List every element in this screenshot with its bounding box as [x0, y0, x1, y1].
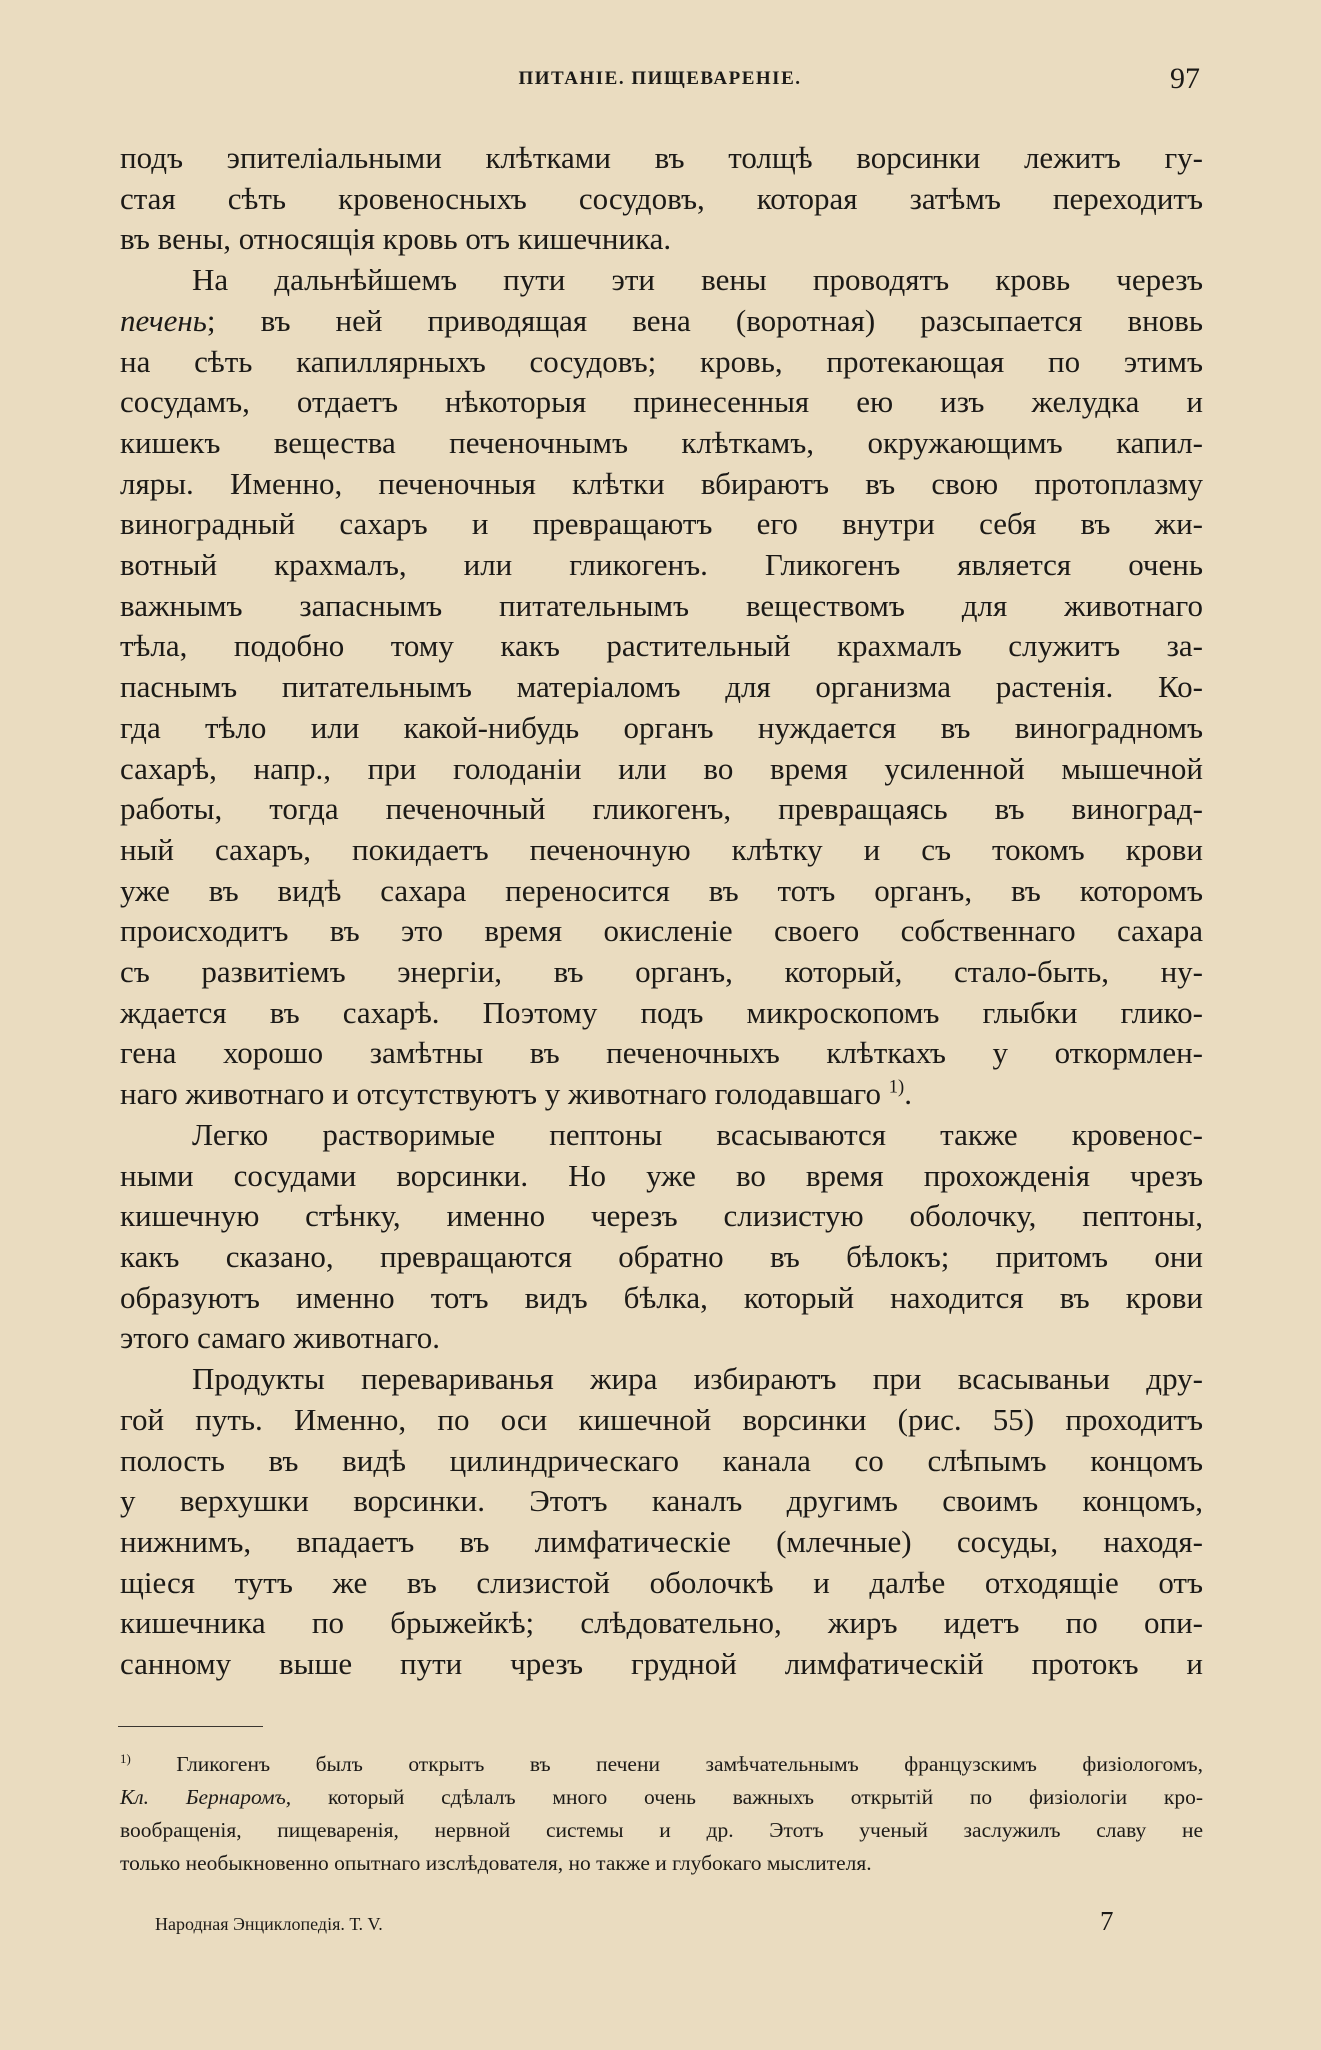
- text-line: у верхушки ворсинки. Этотъ каналъ другимъ своимъ концомъ,: [120, 1483, 1203, 1519]
- footnote-italic-name: Кл. Бернаромъ,: [120, 1785, 292, 1809]
- footnote-marker: 1): [120, 1751, 131, 1766]
- line-text: наго животнаго и отсутствуютъ у животнаго голодавшаго: [120, 1076, 881, 1112]
- text-line: съ развитіемъ энергіи, въ органъ, который, стало-быть, ну-: [120, 954, 1203, 990]
- text-line: Продукты перевариванья жира избираютъ при всасываньи дру-: [192, 1361, 1203, 1397]
- text-line: полость въ видѣ цилиндрическаго канала со слѣпымъ концомъ: [120, 1442, 1203, 1478]
- text-line: нижнимъ, впадаетъ въ лимфатическіе (млечные) сосуды, находя-: [120, 1523, 1203, 1559]
- footnote-text: Гликогенъ былъ открытъ въ печени замѣчательнымъ французскимъ физіологомъ,: [176, 1752, 1203, 1776]
- italic-term: печень: [120, 302, 207, 338]
- text-line: гена хорошо замѣтны въ печеночныхъ клѣткахъ у откормлен-: [120, 1035, 1203, 1071]
- text-line-with-italic: [120, 301, 1203, 342]
- text-line: гой путь. Именно, по оси кишечной ворсинки (рис. 55) проходитъ: [120, 1401, 1203, 1437]
- text-line: образуютъ именно тотъ видъ бѣлка, который находится въ крови: [120, 1279, 1203, 1315]
- running-head: [120, 62, 1200, 102]
- text-line: какъ сказано, превращаются обратно въ бѣлокъ; притомъ они: [120, 1238, 1203, 1274]
- body-text: [120, 138, 1203, 1685]
- footnote: [120, 1748, 1203, 1880]
- page-number: 97: [1170, 62, 1200, 95]
- running-title: ПИТАНІЕ. ПИЩЕВАРЕНІЕ.: [518, 68, 802, 89]
- text-line: происходитъ въ это время окисленіе своего собственнаго сахара: [120, 913, 1203, 949]
- text-line: сахарѣ, напр., при голоданіи или во время усиленной мышечной: [120, 750, 1203, 786]
- text-line: уже въ видѣ сахара переносится въ тотъ органъ, въ которомъ: [120, 872, 1203, 908]
- text-line: паснымъ питательнымъ матеріаломъ для организма растенія. Ко-: [120, 669, 1203, 705]
- paragraph-3: [120, 1115, 1203, 1359]
- text-line: работы, тогда печеночный гликогенъ, превращаясь въ винoград-: [120, 791, 1203, 827]
- text-line: сосудамъ, отдаетъ нѣкоторыя принесенныя ею изъ желудка и: [120, 384, 1203, 420]
- page-footer: [155, 1906, 1125, 1946]
- paragraph-1: [120, 138, 1203, 260]
- text-line: ными сосудами ворсинки. Но уже во время прохожденія чрезъ: [120, 1157, 1203, 1193]
- footnote-divider: [118, 1726, 263, 1727]
- text-line: Легко растворимые пептоны всасываются также кровенос-: [192, 1116, 1203, 1152]
- text-line: кишечную стѣнку, именно черезъ слизистую оболочку, пептоны,: [120, 1198, 1203, 1234]
- text-line: ждается въ сахарѣ. Поэтому подъ микроскопомъ глыбки глико-: [120, 994, 1203, 1030]
- footnote-text: который сдѣлалъ много очень важныхъ открытій по физіологіи кро-: [327, 1785, 1204, 1809]
- paragraph-2: [120, 260, 1203, 1115]
- text-line: На дальнѣйшемъ пути эти вены проводятъ кровь черезъ: [192, 262, 1203, 298]
- text-line: важнымъ запаснымъ питательнымъ веществомъ для животнаго: [120, 587, 1203, 623]
- footnote-line: [120, 1748, 1203, 1781]
- signature-mark: 7: [1100, 1906, 1114, 1936]
- text-line: щіеся тутъ же въ слизистой оболочкѣ и далѣе отходящіе отъ: [120, 1564, 1203, 1600]
- footnote-ref[interactable]: 1): [888, 1076, 905, 1098]
- sentence-end: .: [904, 1076, 912, 1112]
- paragraph-4: [120, 1359, 1203, 1685]
- text-line: этого самаго животнаго.: [120, 1320, 441, 1356]
- text-line: виноградный сахаръ и превращаютъ его внутри себя въ жи-: [120, 506, 1203, 542]
- line-rest: ; въ ней приводящая вена (воротная) разсыпается вновь: [206, 302, 1203, 338]
- footnote-line: вообращенія, пищеваренія, нервной системы и др. Этотъ ученый заслужилъ славу не: [120, 1818, 1203, 1842]
- text-line: ный сахаръ, покидаетъ печеночную клѣтку и съ токомъ крови: [120, 831, 1203, 867]
- text-line: санному выше пути чрезъ грудной лимфатическій протокъ и: [120, 1646, 1203, 1682]
- text-line: кишекъ вещества печеночнымъ клѣткамъ, окружающимъ капил-: [120, 424, 1203, 460]
- text-line: на сѣть капиллярныхъ сосудовъ; кровь, протекающая по этимъ: [120, 343, 1203, 379]
- footnote-line: только необыкновенно опытнаго изслѣдователя, но также и глубокаго мыслителя.: [120, 1851, 872, 1875]
- text-line: тѣла, подобно тому какъ растительный крахмалъ служитъ за-: [120, 628, 1203, 664]
- text-line: въ вены, относящія кровь отъ кишечника.: [120, 221, 672, 257]
- text-line: ляры. Именно, печеночныя клѣтки вбираютъ въ свою протоплазму: [120, 465, 1203, 501]
- text-line: подъ эпителіальными клѣтками въ толщѣ ворсинки лежитъ гу-: [120, 140, 1203, 175]
- footnote-line: [120, 1781, 1203, 1814]
- text-line-with-footnote-ref: [120, 1074, 1203, 1115]
- text-line: стая сѣть кровеносныхъ сосудовъ, которая затѣмъ переходитъ: [120, 180, 1203, 216]
- text-line: вотный крахмалъ, или гликогенъ. Гликогенъ является очень: [120, 547, 1203, 583]
- footer-title: Народная Энциклопедія. Т. V.: [155, 1914, 383, 1934]
- text-line: гда тѣло или какой-нибудь органъ нуждается въ виноградномъ: [120, 709, 1203, 745]
- text-line: кишечника по брыжейкѣ; слѣдовательно, жиръ идетъ по опи-: [120, 1605, 1203, 1641]
